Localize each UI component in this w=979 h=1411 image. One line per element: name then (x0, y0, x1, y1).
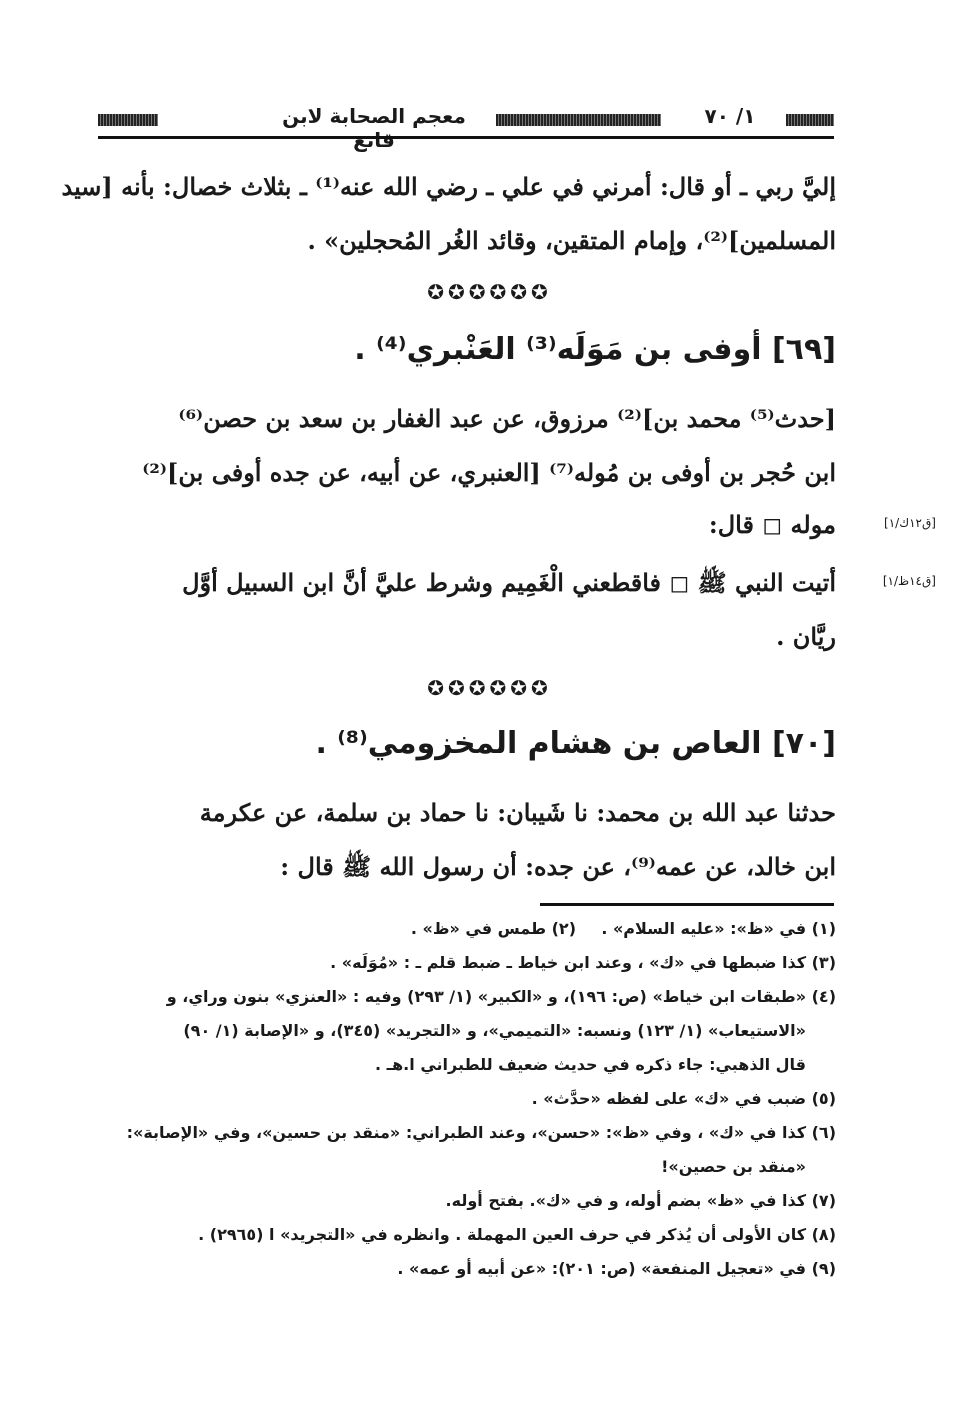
book-title: معجم الصحابة لابن قانع (282, 104, 466, 152)
entry-69-line-3: موله ◻ قال: (708, 510, 836, 539)
footnote-9: (٩) في «تعجيل المنفعة» (ص: ٢٠١): «عن أبيه أو عمه» . (397, 1259, 836, 1278)
footnote-1: (١) في «ظ»: «عليه السلام» . (601, 919, 836, 938)
footnote-8: (٨) كان الأولى أن يُذكر في حرف العين المهملة . وانظره في «التجريد» ا (٢٩٦٥) . (198, 1225, 836, 1244)
footnote-rule (540, 903, 834, 906)
footnote-2: (٢) طمس في «ظ» . (410, 919, 576, 938)
header-ornament-middle (496, 114, 661, 126)
entry-69-isnad (96, 392, 836, 500)
entry-70-line-2: ابن خالد، عن عمه⁽⁹⁾، عن جده: أن رسول الله ﷺ قال : (280, 852, 836, 881)
entry-69-hadith-line-2: ريَّان . (776, 622, 836, 651)
continuation-line-1: إليَّ ربي ـ أو قال: أمرني في علي ـ رضي الله عنه⁽¹⁾ ـ بثلاث خصال: بأنه [سيد (61, 172, 836, 201)
header-rule (98, 136, 834, 139)
entry-70-heading: [٧٠] العاص بن هشام المخزومي⁽⁸⁾ . (315, 726, 836, 761)
footnote-4: (٤) «طبقات ابن خياط» (ص: ١٩٦)، و «الكبير» (١/ ٢٩٣) وفيه : «العنزي» بنون وراي، و (166, 987, 836, 1006)
footnote-7: (٧) كذا في «ظ» بضم أوله، و في «ك». بفتح أوله. (445, 1191, 836, 1210)
entry-69-line-2: ابن حُجر بن أوفى بن مُوله⁽⁷⁾ [العنبري، عن أبيه، عن جده أوفى بن]⁽²⁾ (142, 458, 836, 487)
header-ornament-left (98, 114, 158, 126)
page-number: ١/ ٧٠ (704, 104, 756, 128)
manuscript-ref-1: [ق١٢ك/١] (884, 516, 936, 530)
entry-69-hadith (96, 556, 836, 664)
footnotes (96, 912, 836, 1286)
manuscript-ref-2: [ق١٤ظ/١] (882, 574, 936, 588)
footnote-1-2 (96, 912, 836, 946)
footnote-4-cont-2: قال الذهبي: جاء ذكره في حديث ضعيف للطبراني ا.هـ . (374, 1055, 806, 1074)
entry-70-isnad (96, 786, 836, 894)
section-separator-1: ✪✪✪✪✪✪ (427, 280, 552, 304)
continuation-line-2: المسلمين]⁽²⁾، وإمام المتقين، وقائد الغُر المُحجلين» . (307, 226, 836, 255)
entry-69-line-3-block (96, 498, 836, 552)
footnote-5: (٥) ضبب في «ك» على لفظه «حدَّث» . (531, 1089, 836, 1108)
section-separator-2: ✪✪✪✪✪✪ (427, 676, 552, 700)
entry-69-heading: [٦٩] أوفى بن مَوَلَه⁽³⁾ العَنْبري⁽⁴⁾ . (354, 332, 836, 367)
continuation-paragraph (61, 160, 836, 268)
footnote-3: (٣) كذا ضبطها في «ك» ، وعند ابن خياط ـ ضبط قلم ـ : «مُوَلَه» . (330, 953, 836, 972)
entry-70-line-1: حدثنا عبد الله بن محمد: نا شَيبان: نا حماد بن سلمة، عن عكرمة (199, 798, 836, 827)
entry-69-hadith-line-1: أتيت النبي ﷺ ◻ فاقطعني الْغَمِيم وشرط عليَّ أنَّ ابن السبيل أوَّل (182, 568, 836, 597)
footnote-4-cont-1: «الاستيعاب» (١/ ١٢٣) ونسبه: «التميمي»، و «التجريد» (٣٤٥)، و «الإصابة (١/ ٩٠) (183, 1021, 806, 1040)
footnote-6-cont: «منقد بن حصين»! (661, 1157, 806, 1176)
footnote-6: (٦) كذا في «ك» ، وفي «ظ»: «حسن»، وعند الطبراني: «منقد بن حسين»، وفي «الإصابة»: (126, 1123, 836, 1142)
running-header (98, 100, 834, 152)
entry-69-line-1: [حدث⁽⁵⁾ محمد بن]⁽²⁾ مرزوق، عن عبد الغفار بن سعد بن حصن⁽⁶⁾ (178, 404, 836, 433)
header-ornament-right (786, 114, 834, 126)
